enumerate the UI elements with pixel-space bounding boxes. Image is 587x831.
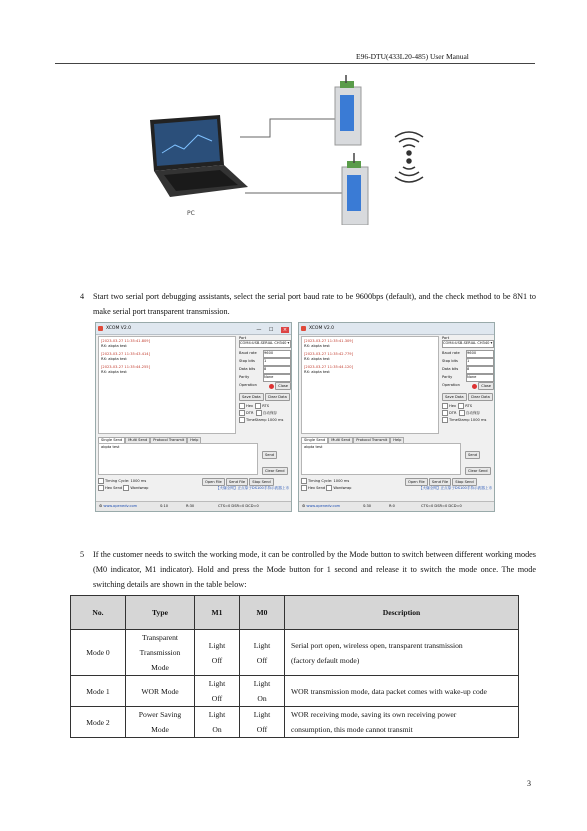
open-file-button[interactable]: Open File [202,478,225,486]
log-timestamp: [2023-03-27 11:35:44.120] [304,365,353,369]
open-file-button[interactable]: Open File [405,478,428,486]
parity-select[interactable]: None [263,374,291,382]
wordwrap-label: Wordwrap [333,486,352,490]
timing-checkbox[interactable] [301,478,307,484]
hex-label: Hex [449,404,456,408]
close-port-button[interactable]: Close [478,382,494,390]
log-message: RX: abpta test [304,370,330,374]
dtu-device-lower [342,153,368,225]
column-header: M1 [195,596,240,630]
log-message: RX: abpta test [101,370,127,374]
window-titlebar [299,323,494,335]
baud-select[interactable]: 9600 [263,350,291,358]
website-link[interactable]: www.openedv.com [306,504,341,508]
cycle-value[interactable]: 1000 [130,479,140,483]
m1-state: Light On [195,707,240,738]
close-port-button[interactable]: Close [275,382,291,390]
window-title: XCOM V2.0 [309,326,334,331]
parity-label: Parity [442,375,453,379]
rts-label: RTS [262,404,269,408]
port-select[interactable]: COM4:USB-SERIAL CH340 ▾ [442,340,494,348]
column-header: Description [285,596,519,630]
dtr-label: DTR [449,411,457,415]
log-timestamp: [2023-03-27 11:35:41.809] [101,339,150,343]
serial-assistant-screenshots [95,322,495,512]
wireless-signal-icon [395,132,423,182]
window-title: XCOM V2.0 [106,326,131,331]
timestamp-label: TimeStamp [449,418,470,422]
close-icon[interactable]: × [282,327,288,333]
cycle-value[interactable]: 1000 [333,479,343,483]
cycle-label: Cycle: [118,479,130,483]
m0-state: Light Off [240,630,285,676]
window-controls[interactable]: — ☐ × [256,327,288,333]
rts-checkbox[interactable] [255,403,261,409]
wordwrap-checkbox[interactable] [326,485,332,491]
sent-count: S:30 [363,504,372,508]
stop-bits-select[interactable]: 1 [263,358,291,366]
port-label: Port [239,336,247,340]
send-input[interactable]: abpta test [98,443,258,475]
wordwrap-checkbox[interactable] [123,485,129,491]
mode-number: Mode 1 [71,676,126,707]
tab-single-send[interactable]: Single Send [301,437,328,444]
hex-send-label: Hex Send [308,486,326,490]
tab-multi-send[interactable]: Multi Send [328,437,353,444]
status-bar [299,501,494,511]
table-row [71,676,519,707]
send-button[interactable]: Send [465,451,480,459]
promo-link[interactable]: 【火爆全网】正点原子DS100手持示波器上市 [419,486,493,490]
column-header: Type [126,596,195,630]
promo-link[interactable]: 【火爆全网】正点原子DS100手持示波器上市 [216,486,290,490]
pc-label: PC [187,210,195,217]
ms-unit: ms [277,418,284,422]
send-input[interactable]: abpta test [301,443,461,475]
port-select[interactable]: COM4:USB-SERIAL CH340 ▾ [239,340,291,348]
table-row [71,707,519,738]
mode-number: Mode 2 [71,707,126,738]
timing-label: Timing [308,479,321,483]
settings-panel [239,336,291,424]
tab-help[interactable]: Help [187,437,201,444]
dtu-device-upper [335,75,361,145]
parity-label: Parity [239,375,250,379]
send-button[interactable]: Send [262,451,277,459]
hex-label: Hex [246,404,253,408]
ms-unit: ms [343,479,350,483]
timing-label: Timing [105,479,118,483]
autosave-checkbox[interactable] [459,410,465,416]
tab-protocol[interactable]: Protocol Transmit [150,437,187,444]
step-number: 4 [80,292,85,301]
cable-upper [240,119,335,137]
dtr-checkbox[interactable] [239,410,245,416]
mode-type: Transparent Transmission Mode [126,630,195,676]
autosave-checkbox[interactable] [256,410,262,416]
clear-data-button[interactable]: Clear Data [468,393,493,401]
stop-send-button[interactable]: Stop Send [249,478,273,486]
mode-type: Power Saving Mode [126,707,195,738]
mode-description: Serial port open, wireless open, transparent transmission (factory default mode) [285,630,519,676]
hex-checkbox[interactable] [442,403,448,409]
cycle-label: Cycle: [321,479,333,483]
xcom-window [298,322,495,512]
stop-bits-label: Stop bits [442,359,458,363]
tab-single-send[interactable]: Single Send [98,437,125,444]
tab-help[interactable]: Help [390,437,404,444]
baud-select[interactable]: 9600 [466,350,494,358]
table-row [71,630,519,676]
step-text: Start two serial port debugging assistants, select the serial port baud rate to be 9600bps (default), and the check method to be 8N1 to make serial port transparent transmission. [93,292,536,316]
sent-count: S:10 [160,504,169,508]
send-file-button[interactable]: Send File [226,478,248,486]
stop-bits-label: Stop bits [239,359,255,363]
save-data-button[interactable]: Save Data [442,393,467,401]
timestamp-value[interactable]: 1000 [470,418,480,422]
tab-protocol[interactable]: Protocol Transmit [353,437,390,444]
stop-send-button[interactable]: Stop Send [452,478,476,486]
xcom-window [95,322,292,512]
website-link[interactable]: www.openedv.com [103,504,138,508]
status-led-icon [472,384,477,389]
operation-label: Operation [442,383,460,387]
data-bits-label: Data bits [239,367,256,371]
log-timestamp: [2023-03-27 11:35:42.779] [304,352,353,356]
operation-label: Operation [239,383,257,387]
ms-unit: ms [480,418,487,422]
log-message: RX: abpta test [304,357,330,361]
line-status: CTS=0 DSR=0 DCD=0 [421,504,462,508]
m1-state: Light Off [195,676,240,707]
autosave-label: 自动保存 [465,411,481,415]
connection-diagram [120,75,450,225]
received-count: R:30 [186,504,195,508]
column-header: M0 [240,596,285,630]
data-bits-label: Data bits [442,367,459,371]
m1-state: Light Off [195,630,240,676]
timestamp-checkbox[interactable] [239,417,245,423]
step-text: If the customer needs to switch the working mode, it can be controlled by the Mode button to switch between different working modes (M0 indicator, M1 indicator). Hold and press the Mode button for 1 second and release it to switch the mode once. The mode switching details are shown in the table below: [93,550,536,589]
gear-icon[interactable]: ⚙ [302,504,306,508]
autosave-label: 自动保存 [262,411,278,415]
timestamp-label: TimeStamp [246,418,267,422]
log-message: RX: abpta test [101,357,127,361]
mode-type: WOR Mode [126,676,195,707]
clear-send-button[interactable]: Clear Send [465,467,491,475]
log-timestamp: [2023-03-27 11:35:43.414] [101,352,150,356]
app-icon [98,326,103,331]
data-bits-select[interactable]: 8 [466,366,494,374]
status-led-icon [269,384,274,389]
laptop-image [150,115,248,197]
m0-state: Light Off [240,707,285,738]
rts-checkbox[interactable] [458,403,464,409]
m0-state: Light On [240,676,285,707]
column-header: No. [71,596,126,630]
header-rule [55,63,535,64]
hex-checkbox[interactable] [239,403,245,409]
rts-label: RTS [465,404,472,408]
window-titlebar [96,323,291,335]
mode-description: WOR receiving mode, saving its own receiving power consumption, this mode cannot transmit [285,707,519,738]
log-timestamp: [2023-03-27 11:35:41.309] [304,339,353,343]
tab-multi-send[interactable]: Multi Send [125,437,150,444]
stop-bits-select[interactable]: 1 [466,358,494,366]
app-icon [301,326,306,331]
step-number: 5 [80,550,85,559]
clear-data-button[interactable]: Clear Data [265,393,290,401]
baud-label: Baud rate [442,351,460,355]
ms-unit: ms [140,479,147,483]
timing-checkbox[interactable] [98,478,104,484]
parity-select[interactable]: None [466,374,494,382]
hex-send-checkbox[interactable] [301,485,307,491]
log-message: RX: abpta test [304,344,330,348]
log-timestamp: [2023-03-27 11:35:44.255] [101,365,150,369]
hex-send-label: Hex Send [105,486,123,490]
send-file-button[interactable]: Send File [429,478,451,486]
received-count: R:0 [389,504,395,508]
page-number: 3 [527,779,531,788]
settings-panel [442,336,494,424]
mode-table [70,595,519,738]
log-message: RX: abpta test [101,344,127,348]
table-header-row [71,596,519,630]
gear-icon[interactable]: ⚙ [99,504,103,508]
data-bits-select[interactable]: 8 [263,366,291,374]
baud-label: Baud rate [239,351,257,355]
dtr-label: DTR [246,411,254,415]
dtr-checkbox[interactable] [442,410,448,416]
receive-area[interactable] [301,336,439,434]
mode-description: WOR transmission mode, data packet comes with wake-up code [285,676,519,707]
clear-send-button[interactable]: Clear Send [262,467,288,475]
status-bar [96,501,291,511]
receive-area[interactable] [98,336,236,434]
page-header: E96-DTU(433L20-485) User Manual [356,52,469,61]
mode-number: Mode 0 [71,630,126,676]
save-data-button[interactable]: Save Data [239,393,264,401]
port-label: Port [442,336,450,340]
wordwrap-label: Wordwrap [130,486,149,490]
line-status: CTS=0 DSR=0 DCD=0 [218,504,259,508]
timestamp-checkbox[interactable] [442,417,448,423]
timestamp-value[interactable]: 1000 [267,418,277,422]
hex-send-checkbox[interactable] [98,485,104,491]
